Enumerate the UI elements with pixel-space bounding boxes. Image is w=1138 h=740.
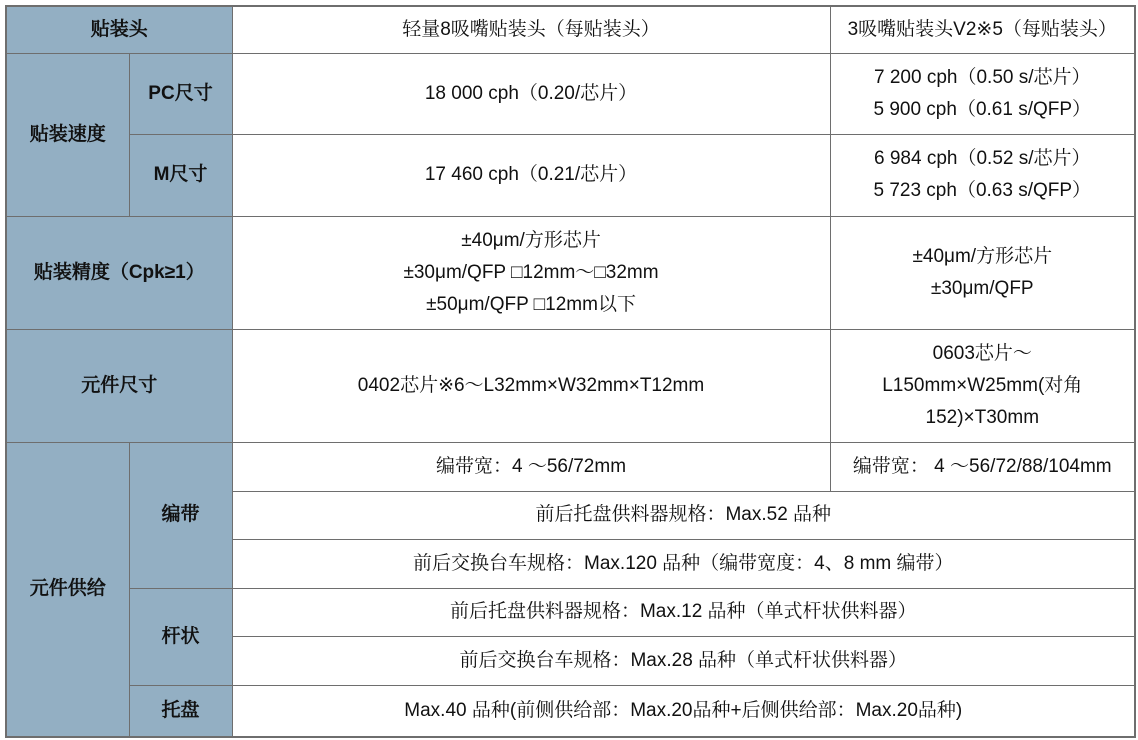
row-tape-width: [6, 442, 1135, 491]
value-speed-pc-col1: 18 000 cph（0.20/芯片）: [232, 53, 830, 134]
value-line: 0603芯片～: [932, 342, 1032, 364]
label-tape: 编带: [129, 442, 232, 588]
value-line: 5 723 cph（0.63 s/QFP）: [873, 180, 1092, 201]
spec-table: [5, 5, 1136, 738]
label-mount-speed: 贴装速度: [6, 53, 129, 216]
value-line: ±40μm/方形芯片: [461, 229, 601, 251]
value-tape-width-col1: 编带宽：4 ～56/72mm: [232, 442, 830, 491]
value-line: ±30μm/QFP □12mm～□32mm: [403, 261, 659, 283]
value-tray: Max.40 品种(前侧供给部：Max.20品种+后侧供给部：Max.20品种): [232, 685, 1135, 737]
value-stick-cart: 前后交换台车规格：Max.28 品种（单式杆状供料器）: [232, 636, 1135, 685]
value-line: ±50μm/QFP □12mm以下: [426, 293, 636, 315]
label-component-supply: 元件供给: [6, 442, 129, 737]
label-tray: 托盘: [129, 685, 232, 737]
label-pc-size: PC尺寸: [129, 53, 232, 134]
row-speed-m: [6, 134, 1135, 216]
value-line: 7 200 cph（0.50 s/芯片）: [874, 66, 1091, 88]
label-mount-head: 贴装头: [6, 6, 232, 53]
label-component-size: 元件尺寸: [6, 329, 232, 442]
value-tape-cart: 前后交换台车规格：Max.120 品种（编带宽度：4、8 mm 编带）: [232, 539, 1135, 588]
row-component-size: [6, 329, 1135, 442]
value-accuracy-col2: [830, 216, 1135, 329]
value-tape-width-col2: 编带宽： 4 ～56/72/88/104mm: [830, 442, 1135, 491]
value-tape-tray-feeder: 前后托盘供料器规格：Max.52 品种: [232, 491, 1135, 539]
row-stick-tray-feeder: [6, 588, 1135, 636]
value-size-col1: 0402芯片※6～L32mm×W32mm×T12mm: [232, 329, 830, 442]
label-stick: 杆状: [129, 588, 232, 685]
value-speed-m-col1: 17 460 cph（0.21/芯片）: [232, 134, 830, 216]
value-stick-tray-feeder: 前后托盘供料器规格：Max.12 品种（单式杆状供料器）: [232, 588, 1135, 636]
value-speed-m-col2: [830, 134, 1135, 216]
value-line: 5 900 cph（0.61 s/QFP）: [873, 98, 1092, 120]
value-light-8-nozzle-head: 轻量8吸嘴贴装头（每贴装头）: [232, 6, 830, 53]
value-speed-pc-col2: [830, 53, 1135, 134]
value-line: 152)×T30mm: [925, 406, 1040, 428]
value-line: L150mm×W25mm(对角: [882, 374, 1083, 396]
row-speed-pc: [6, 53, 1135, 134]
value-size-col2: [830, 329, 1135, 442]
label-accuracy: 贴装精度（Cpk≥1）: [6, 216, 232, 329]
label-m-size: M尺寸: [129, 134, 232, 216]
value-line: 6 984 cph（0.52 s/芯片）: [874, 148, 1091, 169]
value-line: ±30μm/QFP: [930, 277, 1034, 299]
row-tray: [6, 685, 1135, 737]
value-line: ±40μm/方形芯片: [912, 245, 1053, 267]
row-accuracy: [6, 216, 1135, 329]
value-accuracy-col1: [232, 216, 830, 329]
value-3-nozzle-head: 3吸嘴贴装头V2※5（每贴装头）: [830, 6, 1135, 53]
row-mount-head: [6, 6, 1135, 53]
